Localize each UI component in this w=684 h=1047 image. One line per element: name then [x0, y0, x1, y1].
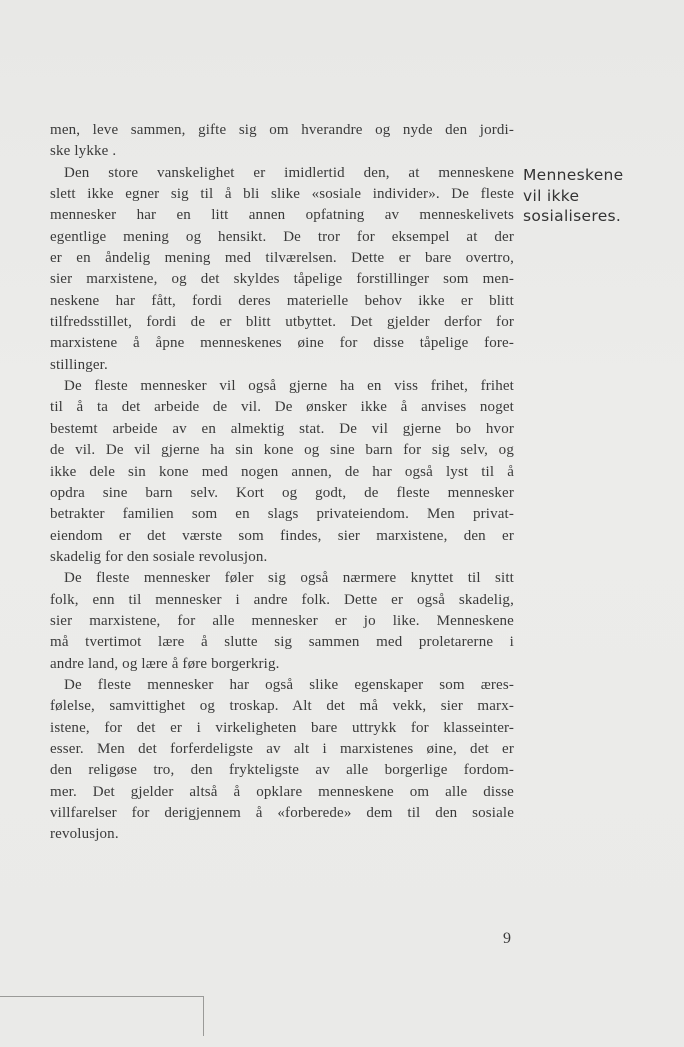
- margin-note-line: Menneskene: [523, 166, 624, 184]
- margin-note-line: sosialiseres.: [523, 207, 622, 225]
- body-text: [50, 120, 514, 846]
- text-line: de vil. De vil gjerne ha sin kone og sine barn for sig selv, og: [50, 442, 514, 459]
- text-line: men, leve sammen, gifte sig om hverandre og nyde den jordi-: [50, 122, 514, 138]
- text-line: tilfredsstillet, fordi de er blitt utbyttet. Det gjelder derfor for: [50, 314, 514, 331]
- text-line: bestemt arbeide av en almektig stat. De vil gjerne bo hvor: [50, 420, 514, 437]
- text-line: stillinger.: [50, 356, 108, 373]
- text-line: er en åndelig mening med tilværelsen. Dette er bare overtro,: [50, 250, 514, 267]
- text-line: slett ikke egner sig til å bli slike «sosiale individer». De fleste: [50, 186, 514, 203]
- text-line: den religøse tro, den frykteligste av alle borgerlige fordom-: [50, 762, 514, 779]
- text-line: egentlige mening og hensikt. De tror for eksempel at der: [50, 228, 514, 245]
- text-line: sier marxistene, for alle mennesker er jo like. Menneskene: [50, 612, 514, 629]
- text-line: opdra sine barn selv. Kort og godt, de fleste mennesker: [50, 484, 514, 501]
- text-line: istene, for det er i virkeligheten bare uttrykk for klasseinter-: [50, 719, 514, 736]
- text-line: esser. Men det forferdeligste av alt i marxistenes øine, det er: [50, 740, 514, 757]
- text-line: ske lykke .: [50, 143, 117, 160]
- text-line: skadelig for den sosiale revolusjon.: [50, 548, 268, 565]
- text-line: folk, enn til mennesker i andre folk. Dette er også skadelig,: [50, 591, 514, 608]
- margin-note: [523, 165, 673, 227]
- margin-note-line: vil ikke: [523, 186, 580, 205]
- text-line: andre land, og lære å føre borgerkrig.: [50, 655, 280, 672]
- text-line: betrakter familien som en slags privateiendom. Men privat-: [50, 506, 514, 523]
- text-line: sier marxistene, og det skyldes tåpelige forstillinger som men-: [50, 271, 514, 288]
- text-line: til å ta det arbeide de vil. De ønsker ikke å anvises noget: [50, 399, 514, 416]
- text-line: mer. Det gjelder altså å opklare menneskene om alle disse: [50, 783, 514, 800]
- text-line: De fleste mennesker vil også gjerne ha en viss frihet, frihet: [64, 378, 514, 395]
- text-line: De fleste mennesker føler sig også nærmere knyttet til sitt: [64, 570, 514, 587]
- text-line: følelse, samvittighet og troskap. Alt det må vekk, sier marx-: [50, 698, 514, 715]
- text-line: revolusjon.: [50, 826, 119, 843]
- page-number: 9: [503, 930, 511, 947]
- text-line: eiendom er det værste som findes, sier marxistene, den er: [50, 527, 514, 544]
- text-line: De fleste mennesker har også slike egenskaper som æres-: [64, 676, 514, 693]
- text-line: ikke dele sin kone med nogen annen, de har også lyst til å: [50, 463, 514, 480]
- text-line: marxistene å åpne menneskenes øine for disse tåpelige fore-: [50, 335, 514, 352]
- text-line: Den store vanskelighet er imidlertid den, at menneskene: [64, 164, 514, 181]
- text-line: mennesker har en litt annen opfatning av menneskelivets: [50, 207, 514, 224]
- scan-edge-mark: [0, 996, 204, 1036]
- text-line: må tvertimot lære å slutte sig sammen med proletarerne i: [50, 634, 514, 651]
- text-line: neskene har fått, fordi deres materielle behov ikke er blitt: [50, 292, 514, 309]
- text-line: villfarelser for derigjennem å «forberede» dem til den sosiale: [50, 805, 514, 821]
